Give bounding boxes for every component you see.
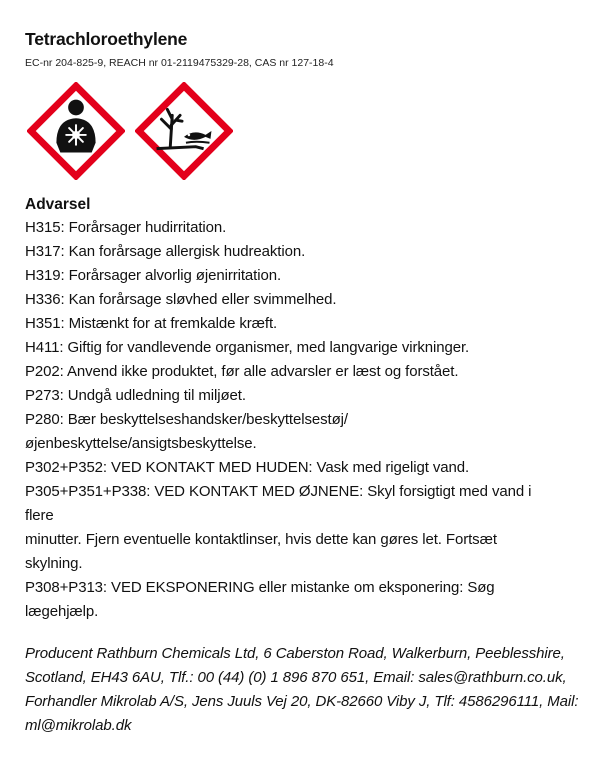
hazard-label xyxy=(25,28,585,738)
statement-line: H336: Kan forårsage sløvhed eller svimmelhed. xyxy=(25,291,337,308)
statement-line: minutter. Fjern eventuelle kontaktlinser, hvis dette kan gøres let. Fortsæt xyxy=(25,531,497,548)
statement-line: skylning. xyxy=(25,555,83,572)
statement-line: P202: Anvend ikke produktet, før alle advarsler er læst og forstået. xyxy=(25,363,459,380)
statement-line: P280: Bær beskyttelseshandsker/beskyttelsestøj/ xyxy=(25,411,348,428)
statement-line: P273: Undgå udledning til miljøet. xyxy=(25,387,246,404)
supplier-info: Producent Rathburn Chemicals Ltd, 6 Caberston Road, Walkerburn, Peeblesshire, Scotland, EH43 6AU, Tlf.: 00 (44) (0) 1 896 870 651, Email: sales@rathburn.co.uk, Forhandler Mikrolab A/S, Jens Juuls Vej 20, DK-82660 Viby J, Tlf: 4586296111, Mail: ml@mikrolab.dk xyxy=(25,645,579,734)
environment-hazard-icon xyxy=(135,82,233,180)
statement-line: H351: Mistænkt for at fremkalde kræft. xyxy=(25,315,278,332)
statement-line: flere xyxy=(25,507,54,524)
product-name: Tetrachloroethylene xyxy=(25,29,188,49)
statement-line: øjenbeskyttelse/ansigtsbeskyttelse. xyxy=(25,435,257,452)
statement-line: P302+P352: VED KONTAKT MED HUDEN: Vask med rigeligt vand. xyxy=(25,459,470,476)
health-hazard-icon xyxy=(27,82,125,180)
signal-word: Advarsel xyxy=(25,196,91,213)
statement-line: H319: Forårsager alvorlig øjenirritation. xyxy=(25,267,282,284)
statement-line: H315: Forårsager hudirritation. xyxy=(25,219,227,236)
statement-line: H411: Giftig for vandlevende organismer, med langvarige virkninger. xyxy=(25,339,470,356)
statement-line: P305+P351+P338: VED KONTAKT MED ØJNENE: Skyl forsigtigt med vand i xyxy=(25,483,532,500)
statement-line: lægehjælp. xyxy=(25,603,99,620)
hazard-precautionary-statements xyxy=(25,216,585,624)
statement-line: H317: Kan forårsage allergisk hudreaktion. xyxy=(25,243,306,260)
statement-line: P308+P313: VED EKSPONERING eller mistanke om eksponering: Søg xyxy=(25,579,495,596)
product-identifiers: EC-nr 204-825-9, REACH nr 01-2119475329-28, CAS nr 127-18-4 xyxy=(25,57,334,69)
ghs-pictograms xyxy=(27,82,585,182)
